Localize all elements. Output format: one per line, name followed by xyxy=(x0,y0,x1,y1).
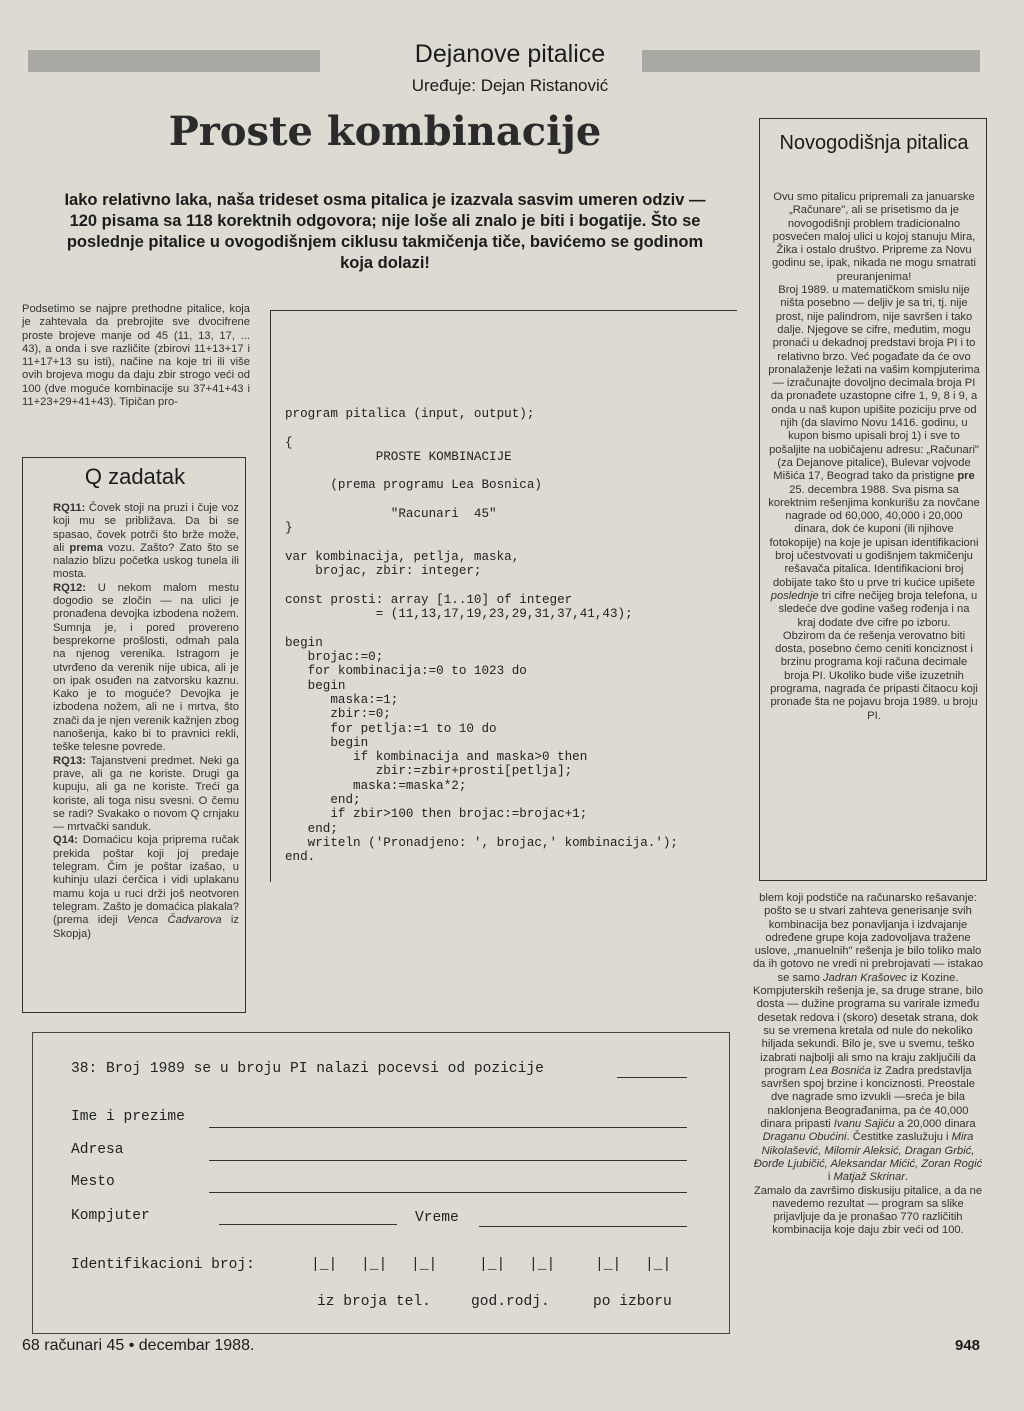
computer-label: Kompjuter xyxy=(71,1208,150,1224)
name-label: Ime i prezime xyxy=(71,1109,185,1125)
id-box[interactable]: |_| xyxy=(311,1257,338,1273)
id-hint-birth: god.rodj. xyxy=(471,1294,550,1310)
name-field[interactable] xyxy=(209,1127,687,1128)
q-task-box xyxy=(22,457,246,1013)
city-field[interactable] xyxy=(209,1192,687,1193)
q-item: RQ13: Tajanstveni predmet. Neki ga prave, ali ga ne koriste. Drugi ga kupuju, ali ga ne koriste. Treći ga koriste, ali toga nisu svesni. O čemu se radi? Svakako o novom Q crnjaku — mrtvački sanduk. xyxy=(53,754,239,834)
article-lead: Iako relativno laka, naša trideset osma pitalica je izazvala sasvim umeren odziv — 120 pisama sa 118 korektnih odgovora; nije loše ali znalo je biti i bogatije. Što se poslednje pitalice u ovogodišnjem ciklusu takmičenja tiče, bavićemo se godinom koja dolazi! xyxy=(64,191,706,272)
city-label: Mesto xyxy=(71,1174,115,1190)
time-field[interactable] xyxy=(479,1226,687,1227)
id-hint-choice: po izboru xyxy=(593,1294,672,1310)
puzzle-paragraph: Obzirom da će rešenja verovatno biti dosta, posebno ćemo ceniti konciznost i brzinu programa koji računa decimale broja PI. Ukoliko bude više izuzetnih programa, nagrada će pripasti čitaocu koji pronađe šta ne pojavu broja 1989. u broju PI. xyxy=(770,629,978,722)
time-label: Vreme xyxy=(415,1210,459,1226)
q-item: Q14: Domaćicu koja priprema ručak prekida poštar koji joj predaje telegram. Čim je poštar izašao, u kuhinju ulazi ćerčica i vidi uplakanu mamu koja u ruci drži još neotvoren telegram. Zašto je domaćica plakala? (prema ideji Venca Čadvarova iz Skopja) xyxy=(53,834,239,940)
column-editor: Uređuje: Dejan Ristanović xyxy=(411,76,609,95)
address-label: Adresa xyxy=(71,1142,124,1158)
id-box[interactable]: |_| xyxy=(361,1257,388,1273)
program-listing-box xyxy=(270,310,737,882)
q-task-body xyxy=(53,502,239,941)
new-year-puzzle-title: Novogodišnja pitalica xyxy=(779,132,969,154)
id-box[interactable]: |_| xyxy=(529,1257,556,1273)
id-hint-phone: iz broja tel. xyxy=(317,1294,431,1310)
page-footer: 68 računari 45 • decembar 1988. xyxy=(22,1337,255,1354)
page-number: 948 xyxy=(954,1337,980,1354)
q-item: RQ11: Čovek stoji na pruzi i čuje voz koji mu se približava. Da bi se spasao, čovek potrči što brže može, ali prema vozu. Zašto? Zato što se nalazio blizu početka uskog tunela ili mosta. xyxy=(53,502,239,581)
coupon-form xyxy=(32,1032,730,1334)
results-conclusion: Zamalo da završimo diskusiju pitalice, a da ne navedemo rezultat — program sa slike prijavljuje da je pronašao 770 različitih kombinacija koje daju zbir veći od 100. xyxy=(753,1184,983,1237)
puzzle-paragraph: Broj 1989. u matematičkom smislu nije ništa posebno — deljiv je sa tri, tj. nije prost, nije palindrom, nije savršen i tako dalje. Njegove se cifre, međutim, mogu pronaći u dekadnoj predstavi broja PI i to relativno brzo. Već pogađate da će ovo pronalaženje ležati na vašim kompjuterima — izračunajte dovoljno decimala broja PI da pronađete uzastopne cifre 1, 9, 8 i 9, a onda u naš kupon upišite poziciju prve od njih (da slavimo Novu 1416. godinu, u kupon bismo upisali broj 1) i sve to pošaljite na uobičajenu adresu: „Računari" (za Dejanove pitalice), Bulevar vojvode Mišića 17, Beograd tako da pristigne pre 25. decembra 1988. Sva pisma sa korektnim rešenjima konkurišu za novčane nagrade od 60,000, 40,000 i 20,000 dinara, dok će kuponi (ili njihove fotokopije) na koje je upisan identifikacioni broj učestvovati u godišnjem takmičenju rešavača pitalica. Identifikacioni broj dobijate tako što u prve tri kućice upišete poslednje tri cifre nečijeg broja telefona, u sledeće dve godine vašeg rođenja i na kraj dodate dve cifre po izboru. xyxy=(768,284,980,629)
id-box[interactable]: |_| xyxy=(595,1257,622,1273)
q-item: RQ12: U nekom malom mestu dogodio se zločin — na ulici je pronađena devojka izbodena nožem. Sumnja je, i pored provereno besprekorne prošlosti, odmah pala na njenog verenika. Istragom je utvrđeno da verenik nije ubica, ali je on ipak osuđen na zatvorsku kaznu. Kako je to moguće? Devojka je izbodena nožem, ali ne i mrtva, što znači da je njen verenik kažnjen zbog nanošenja, kako bi to pravnici rekli, teške telesne povrede. xyxy=(53,581,239,754)
results-paragraph: blem koji podstiče na računarsko rešavanje: pošto se u stvari zahteva generisanje svih kombinacija bez ponavljanja i izdvajanje određene grupe koja zadovoljava tražene uslove, „manuelnih" rešenja je bilo toliko malo da ih gotovo ne vredi ni prebrojavati — istakao se samo Jadran Krašovec iz Kozine. Kompjuterskih rešenja je, sa druge strane, bilo dosta — dužine programa su varirale između desetak redova i (skoro) desetak strana, dok su se vremena kretala od nule do nekoliko hiljada sekundi. Bilo je, sve u svemu, teško izabrati najbolji ali smo na kraju zaključili da program Lea Bosnića iz Zadra predstavlja savršen spoj brzine i konciznosti. Preostale dve nagrade smo izvukli —sreća je bila naklonjena Beograđanima, pa će 40,000 dinara pripasti Ivanu Sajiću a 20,000 dinara Draganu Obućini. Čestitke zaslužuju i Mira Nikolašević, Milomir Aleksić, Dragan Grbić, Đorđe Ljubičić, Aleksandar Mićić, Zoran Rogić i Matjaž Skrinar. Zamalo da završimo diskusiju pitalice, a da ne navedemo rezultat — program sa slike prijavljuje da je pronašao 770 različitih kombinacija koje daju zbir veći od 100. xyxy=(752,892,984,1237)
column-title: Dejanove pitalice xyxy=(414,40,606,68)
program-listing: program pitalica (input, output); { PROSTE KOMBINACIJE (prema programu Lea Bosnica) "Racunari 45" } var kombinacija, petlja, maska, brojac, zbir: integer; const prosti: array [1..10] of integer = (11,13,17,19,23,29,31,37,41,43); begin brojac:=0; for kombinacija:=0 to 1023 do begin maska:=1; zbir:=0; for petlja:=1 to 10 do begin if kombinacija and maska>0 then zbir:=zbir+prosti[petlja]; maska:=maska*2; end; if zbir>100 then brojac:=brojac+1; end; writeln ('Pronadjeno: ', brojac,' kombinacija.'); end. xyxy=(285,407,678,865)
new-year-puzzle-box xyxy=(759,118,987,881)
header-bar-left xyxy=(28,50,320,72)
computer-field[interactable] xyxy=(219,1224,397,1225)
id-number-label: Identifikacioni broj: xyxy=(71,1257,255,1273)
puzzle-paragraph: Ovu smo pitalicu pripremali za januarske „Računare", ali se prisetismo da je novogodišnji problem tradicionalno posvećen maloj ulici u kojoj stanuju Mira, Žika i ostalo društvo. Pripreme za Novu godinu se, ipak, nikada ne mogu smatrati preuranjenima! xyxy=(772,191,976,283)
address-field[interactable] xyxy=(209,1160,687,1161)
coupon-question: 38: Broj 1989 se u broju PI nalazi pocevsi od pozicije xyxy=(71,1061,544,1077)
id-box[interactable]: |_| xyxy=(645,1257,672,1273)
header-bar-right xyxy=(642,50,980,72)
new-year-puzzle-body xyxy=(768,191,980,723)
id-box[interactable]: |_| xyxy=(479,1257,506,1273)
answer-field[interactable] xyxy=(617,1077,687,1078)
id-box[interactable]: |_| xyxy=(411,1257,438,1273)
q-task-title: Q zadatak xyxy=(84,464,186,489)
intro-paragraph: Podsetimo se najpre prethodne pitalice, koja je zahtevala da prebrojite sve dvocifrene proste brojeve manje od 45 (11, 13, 17, ... 43), a onda i sve različite (zbirovi 11+13+17 i 11+17+13 su isti), načine na koje tri ili više ovih brojeva mogu da daju zbir strogo veći od 100 (dve moguće kombinacije su 37+41+43 i 11+23+29+41+43). Tipičan pro- xyxy=(22,303,250,409)
article-title: Proste kombinacije xyxy=(168,108,602,155)
